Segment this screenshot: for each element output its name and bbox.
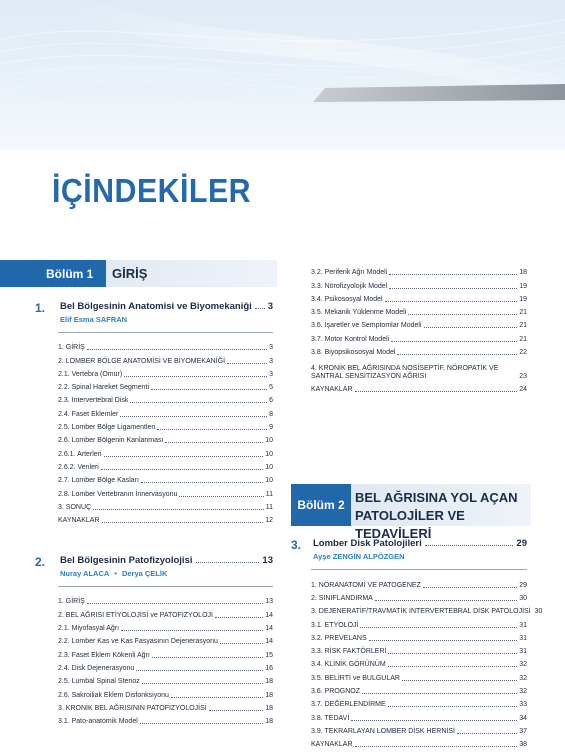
section-number: 3. — [291, 538, 302, 553]
toc-entry[interactable] — [58, 339, 273, 352]
toc-entry[interactable] — [311, 357, 527, 381]
dot-leader — [215, 617, 263, 618]
toc-entry-page: 18 — [265, 678, 273, 686]
toc-entry-label: 2.2. Lomber Kas ve Kas Fasyasının Dejenerasyonu — [58, 638, 218, 646]
toc-entry[interactable] — [311, 264, 527, 277]
toc-entry-label: 2.6. Sakroiliak Eklem Disfonksiyonu — [58, 691, 169, 699]
chapter-2-header — [291, 484, 531, 542]
toc-entry-page: 10 — [265, 437, 273, 445]
toc-entry-label: 3.3. Nörofizyolojik Model — [311, 282, 388, 290]
author-name: Ayşe ZENGİN ALPÖZGEN — [313, 552, 405, 562]
toc-entry[interactable] — [58, 485, 273, 498]
toc-entry-page: 11 — [265, 490, 273, 498]
page-title: İÇİNDEKİLER — [52, 172, 252, 209]
toc-entry-page: 33 — [519, 701, 527, 709]
toc-entry-label: 3.4. Psikososyal Model — [311, 295, 383, 303]
toc-entry[interactable] — [311, 291, 527, 304]
toc-entry[interactable] — [311, 683, 527, 696]
toc-entry-label: 3.9. TEKRARLAYAN LOMBER DİSK HERNİSİ — [311, 727, 455, 735]
dot-leader — [388, 706, 518, 707]
dot-leader — [179, 496, 263, 497]
toc-entry-page: 23 — [519, 373, 527, 381]
toc-entry-label: 3. DEJENERATİF/TRAVMATİK İNTERVERTEBRAL DİSK PATOLOJİSİ — [311, 608, 531, 616]
section-number: 1. — [35, 301, 46, 315]
dot-leader — [102, 522, 264, 523]
dot-leader — [457, 733, 517, 734]
toc-entry-page: 9 — [269, 424, 273, 432]
toc-entry[interactable] — [58, 686, 273, 699]
toc-entry-page: 10 — [265, 477, 273, 485]
section-page: 13 — [262, 555, 273, 567]
dot-leader — [423, 587, 517, 588]
section-authors — [36, 315, 273, 324]
dot-leader — [355, 391, 518, 392]
toc-entry-label: 2.2. Spinal Hareket Segmenti — [58, 384, 150, 392]
toc-entry[interactable] — [58, 660, 273, 673]
toc-entry-label: 3.2. PREVELANS — [311, 634, 367, 642]
toc-entry-label: 1. NÖRANATOMİ VE PATOGENEZ — [311, 581, 421, 589]
toc-entry-label: KAYNAKLAR — [58, 517, 100, 525]
toc-entry-label: 2.6.1. Arterleri — [58, 450, 102, 458]
chapter-title: BEL AĞRISINA YOL AÇAN PATOLOJİLER VE TEDAVİLERİ — [355, 490, 518, 542]
dot-leader — [104, 456, 264, 457]
toc-entry-page: 5 — [269, 384, 273, 392]
chapter-1-header — [0, 260, 277, 287]
section-title: Bel Bölgesinin Patofizyolojisi — [60, 555, 193, 567]
toc-entry[interactable] — [311, 381, 527, 394]
toc-entry-page: 3 — [269, 357, 273, 365]
toc-entry[interactable] — [58, 405, 273, 418]
dot-leader — [397, 354, 517, 355]
dot-leader — [157, 429, 267, 430]
section-divider — [58, 586, 273, 587]
section-1-entries — [0, 339, 277, 525]
toc-entry-label: 2.8. Lomber Vertebranın İnnervasyonu — [58, 490, 178, 498]
toc-entry[interactable] — [311, 643, 527, 656]
toc-entry-label: 3.1. Pato-anatomik Model — [58, 718, 138, 726]
section-divider — [311, 569, 527, 570]
toc-entry-label: 2.3. Faset Eklem Kökenli Ağrı — [58, 651, 150, 659]
toc-entry[interactable] — [58, 379, 273, 392]
toc-entry-page: 38 — [519, 741, 527, 749]
toc-entry-page: 21 — [519, 335, 527, 343]
dot-leader — [389, 274, 517, 275]
chapter-title: GİRİŞ — [112, 266, 148, 281]
dot-leader — [227, 363, 267, 364]
toc-entry-page: 29 — [519, 581, 527, 589]
toc-entry[interactable] — [311, 723, 527, 736]
dot-leader — [424, 327, 518, 328]
dot-leader — [140, 723, 263, 724]
toc-entry-page: 3 — [269, 370, 273, 378]
toc-entry-page: 32 — [519, 688, 527, 696]
toc-entry[interactable] — [58, 432, 273, 445]
toc-entry-label: 3.7. Motor Kontrol Modeli — [311, 335, 390, 343]
dot-leader — [171, 697, 263, 698]
toc-entry-page: 21 — [519, 309, 527, 317]
toc-entry-page: 15 — [265, 651, 273, 659]
author-name: Elif Esma SAFRAN — [60, 315, 128, 324]
toc-entry-page: 12 — [265, 517, 273, 525]
dot-leader — [391, 341, 517, 342]
toc-entry-page: 32 — [519, 661, 527, 669]
toc-entry[interactable] — [311, 576, 527, 589]
dot-leader — [209, 710, 263, 711]
dot-leader — [165, 442, 263, 443]
toc-entry[interactable] — [58, 499, 273, 512]
toc-entry-label: KAYNAKLAR — [311, 741, 353, 749]
toc-entry-page: 18 — [265, 704, 273, 712]
toc-entry[interactable] — [311, 656, 527, 669]
toc-entry-label: 2.7. Lomber Bölge Kasları — [58, 477, 139, 485]
toc-entry-page: 13 — [265, 598, 273, 606]
dot-leader — [120, 416, 267, 417]
toc-entry-label: 2.4. Faset Eklemler — [58, 410, 119, 418]
section-1-heading[interactable] — [0, 301, 277, 324]
dot-leader — [385, 301, 518, 302]
toc-entry-page: 30 — [534, 608, 543, 616]
section-page: 29 — [516, 538, 527, 550]
toc-entry-page: 32 — [519, 674, 527, 682]
toc-entry[interactable] — [311, 696, 527, 709]
toc-entry-label: KAYNAKLAR — [311, 386, 353, 394]
toc-entry[interactable] — [311, 630, 527, 643]
dot-leader — [402, 680, 517, 681]
toc-entry-page: 16 — [265, 664, 273, 672]
dot-leader — [101, 469, 263, 470]
dot-leader — [152, 657, 263, 658]
toc-entry-label: 3.6. PROGNOZ — [311, 688, 361, 696]
toc-entry[interactable] — [58, 352, 273, 365]
toc-right-column — [291, 264, 543, 749]
toc-entry-label: 1. GİRİŞ — [58, 344, 85, 352]
toc-entry[interactable] — [58, 606, 273, 619]
section-authors — [291, 552, 527, 561]
toc-entry-page: 18 — [265, 691, 273, 699]
header-banner — [0, 0, 565, 150]
dot-leader — [355, 746, 518, 747]
toc-entry-label: 1. GİRİŞ — [58, 598, 85, 606]
toc-entry-label: 2.6.2. Venleri — [58, 463, 99, 471]
toc-entry-label: 3.1. ETYOLOJİ — [311, 621, 359, 629]
toc-entry[interactable] — [58, 472, 273, 485]
toc-entry[interactable] — [311, 277, 527, 290]
toc-entry[interactable] — [311, 669, 527, 682]
author-name: Derya ÇELİK — [121, 569, 168, 579]
toc-entry-page: 30 — [519, 594, 527, 602]
toc-entry[interactable] — [58, 512, 273, 525]
toc-entry-label: 3.4. KLİNİK GÖRÜNÜM — [311, 661, 386, 669]
toc-entry-page: 11 — [265, 503, 273, 511]
toc-entry-page: 31 — [519, 621, 527, 629]
section-divider — [58, 332, 273, 333]
toc-entry-label: 2.4. Disk Dejenerasyonu — [58, 664, 135, 672]
toc-entry-label: 2.3. Intervertebral Disk — [58, 397, 129, 405]
section-authors — [36, 569, 273, 578]
toc-entry-page: 10 — [265, 450, 273, 458]
toc-entry[interactable] — [58, 646, 273, 659]
dot-leader — [388, 666, 518, 667]
toc-entry-label: 3.6. İşaretler ve Semptomlar Modeli — [311, 322, 422, 330]
toc-entry[interactable] — [311, 317, 527, 330]
toc-entry-label: 3.8. Biyopsikososyal Model — [311, 349, 396, 357]
dot-leader — [375, 600, 517, 601]
toc-entry-page: 34 — [519, 714, 527, 722]
toc-entry-label: 2. SINIFLANDIRMA — [311, 594, 373, 602]
toc-entry-page: 21 — [519, 322, 527, 330]
toc-entry-label: 3.2. Periferik Ağrı Modeli — [311, 269, 388, 277]
dot-leader — [360, 627, 517, 628]
toc-entry-page: 3 — [269, 344, 273, 352]
toc-left-column — [0, 260, 277, 726]
toc-entry-label: 2. LOMBER BÖLGE ANATOMİSİ VE BİYOMEKANİĞİ — [58, 357, 226, 365]
dot-leader — [130, 402, 267, 403]
toc-entry-page: 19 — [519, 295, 527, 303]
toc-entry-label: 3.5. Mekanik Yüklenme Modeli — [311, 309, 407, 317]
toc-entry[interactable] — [58, 593, 273, 606]
dot-leader — [369, 640, 518, 641]
toc-entry[interactable] — [58, 673, 273, 686]
toc-entry-page: 14 — [265, 611, 273, 619]
dot-leader — [121, 630, 263, 631]
toc-entry[interactable] — [311, 590, 527, 603]
toc-entry[interactable] — [58, 633, 273, 646]
dot-leader — [87, 349, 267, 350]
toc-entry[interactable] — [58, 620, 273, 633]
dot-leader — [141, 482, 263, 483]
dot-leader — [408, 314, 517, 315]
toc-entry-page: 8 — [269, 410, 273, 418]
toc-entry-page: 14 — [265, 625, 273, 633]
toc-entry-page: 18 — [265, 718, 273, 726]
dot-leader — [351, 720, 517, 721]
toc-entry-page: 10 — [265, 463, 273, 471]
section-title: Bel Bölgesinin Anatomisi ve Biyomekaniği — [60, 301, 252, 312]
toc-entry-label: 3. KRONİK BEL AĞRISININ PATOFİZYOLOJİSİ — [58, 704, 207, 712]
section-title: Lomber Disk Patolojileri — [313, 538, 422, 550]
toc-entry-page: 18 — [519, 269, 527, 277]
toc-entry[interactable] — [58, 713, 273, 726]
dot-leader — [362, 693, 517, 694]
toc-entry-label: 2.5. Lomber Bölge Ligamentleri — [58, 424, 156, 432]
author-name: Nuray ALACA — [60, 569, 110, 579]
chapter-label: Bölüm 1 — [0, 260, 106, 287]
dot-leader — [220, 643, 263, 644]
toc-entry-label: 4. KRONİK BEL AĞRISINDA NOSİSEPTİF, NÖROPATİK VE SANTRAL SENSİTİZASYON AĞRISI — [311, 365, 499, 381]
toc-entry[interactable] — [311, 344, 527, 357]
dot-leader — [388, 653, 517, 654]
toc-entry-page: 31 — [519, 634, 527, 642]
dot-leader — [142, 683, 263, 684]
section-3-heading[interactable] — [291, 538, 531, 561]
dot-leader — [136, 670, 263, 671]
toc-entry-page: 19 — [519, 282, 527, 290]
author-separator: • — [114, 569, 117, 579]
toc-entry-label: 2.5. Lumbal Spinal Stenoz — [58, 678, 140, 686]
decorative-wave-graphic — [0, 0, 565, 150]
toc-entry[interactable] — [58, 366, 273, 379]
dot-leader — [124, 376, 267, 377]
dot-leader — [389, 288, 517, 289]
toc-entry-label: 3. SONUÇ — [58, 503, 92, 511]
section-3-entries — [291, 576, 543, 749]
toc-entry-label: 2. BEL AĞRISI ETİYOLOJİSİ ve PATOFİZYOLOJİ — [58, 611, 213, 619]
toc-entry-label: 3.7. DEĞERLENDİRME — [311, 701, 386, 709]
toc-entry[interactable] — [58, 445, 273, 458]
section-2-heading[interactable] — [0, 555, 277, 578]
toc-entry[interactable] — [311, 330, 527, 343]
toc-entry-label: 2.1. Miyofasyal Ağrı — [58, 625, 120, 633]
dot-leader — [87, 603, 263, 604]
toc-entry[interactable] — [58, 419, 273, 432]
toc-entry[interactable] — [311, 736, 527, 749]
toc-entry[interactable] — [58, 392, 273, 405]
section-2-entries — [0, 593, 277, 726]
toc-entry-page: 24 — [519, 386, 527, 394]
section-page: 3 — [267, 301, 273, 312]
toc-entry[interactable] — [311, 616, 527, 629]
toc-entry-page: 37 — [519, 727, 527, 735]
toc-entry[interactable] — [311, 603, 543, 616]
toc-entry[interactable] — [311, 304, 527, 317]
toc-entry-page: 6 — [269, 397, 273, 405]
chapter-label: Bölüm 2 — [291, 484, 351, 526]
dot-leader — [151, 389, 267, 390]
toc-entry-label: 2.6. Lomber Bölgenin Kanlanması — [58, 437, 164, 445]
toc-entry-label: 3.5. BELİRTİ ve BULGULAR — [311, 674, 400, 682]
toc-entry-label: 2.1. Vertebra (Omur) — [58, 370, 123, 378]
toc-entry[interactable] — [311, 709, 527, 722]
toc-entry-label: 3.3. RİSK FAKTÖRLERİ — [311, 648, 387, 656]
toc-entry[interactable] — [58, 459, 273, 472]
toc-entry-page: 31 — [519, 648, 527, 656]
section-number: 2. — [35, 555, 46, 570]
toc-entry-label: 3.8. TEDAVİ — [311, 714, 350, 722]
toc-entry-page: 14 — [265, 638, 273, 646]
dot-leader — [93, 509, 264, 510]
toc-entry-page: 22 — [519, 349, 527, 357]
continued-entries — [291, 264, 531, 394]
toc-entry[interactable] — [58, 700, 273, 713]
